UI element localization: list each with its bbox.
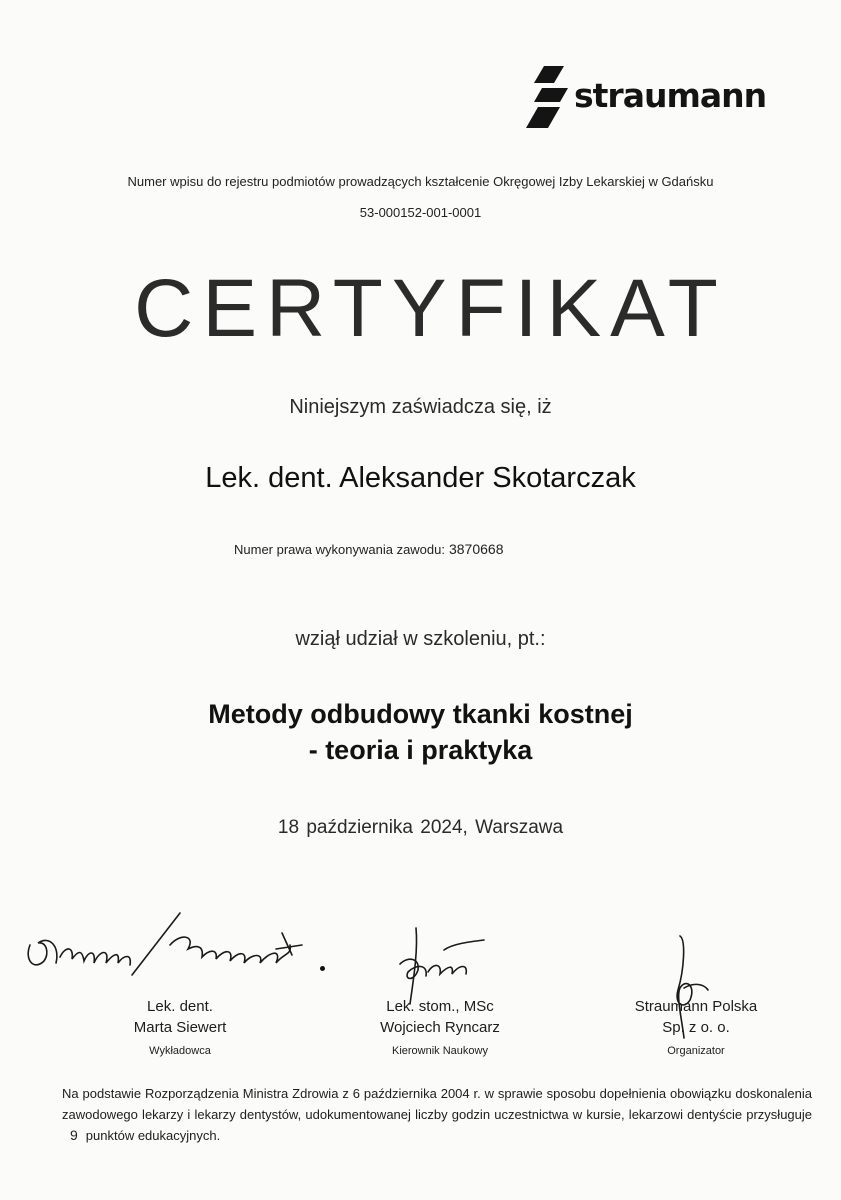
certificate-title: CERTYFIKAT [134, 263, 727, 354]
footer-text-end: punktów edukacyjnych. [85, 1128, 221, 1143]
course-title-line-1: Metody odbudowy tkanki kostnej [208, 699, 633, 729]
license-line [234, 541, 504, 557]
registry-number: 53-000152-001-0001 [359, 205, 482, 220]
signatory-role: Kierownik Naukowy [392, 1045, 488, 1057]
signatory-title: Lek. stom., MSc [386, 998, 494, 1015]
straumann-logo [524, 66, 794, 128]
registry-text: Numer wpisu do rejestru podmiotów prowadzących kształcenie Okręgowej Izby Lekarskiej w Gdańsku [127, 174, 714, 189]
footer-points: 9 [70, 1127, 78, 1143]
signatory-name: Wojciech Ryncarz [380, 1019, 500, 1036]
brand-name: straumann [574, 76, 767, 115]
participation-text: wziął udział w szkoleniu, pt.: [295, 628, 546, 650]
footer-text: Na podstawie Rozporządzenia Ministra Zdrowia z 6 października 2004 r. w sprawie sposobu dopełnienia obowiązku doskonalenia zawodowego lekarzy i lekarzy dentystów, udokumentowanej liczby godzin uczestnictwa w kursie, lekarzowi dentyście przysługuje [62, 1086, 812, 1122]
signatory-scientific-head [350, 996, 530, 1062]
license-number: 3870668 [448, 541, 504, 557]
recipient-name: Lek. dent. Aleksander Skotarczak [205, 462, 636, 494]
intro-text: Niniejszym zaświadcza się, iż [289, 396, 552, 418]
signatory-organizer [606, 996, 786, 1062]
course-title [0, 696, 841, 768]
signatory-role: Wykładowca [149, 1045, 211, 1057]
signature-marta-siewert [20, 905, 305, 985]
straumann-logo-mark [524, 66, 572, 128]
date-place: 18 października 2024, Warszawa [277, 817, 564, 838]
signatory-name: Sp. z o. o. [662, 1019, 730, 1036]
signatory-role: Organizator [667, 1045, 725, 1057]
signatory-lecturer [90, 996, 270, 1062]
license-label: Numer prawa wykonywania zawodu: [234, 542, 445, 557]
signatory-title: Lek. dent. [147, 998, 213, 1015]
legal-footer [62, 1083, 812, 1146]
course-title-line-2: - teoria i praktyka [308, 735, 533, 765]
ink-dot [320, 966, 325, 971]
signatory-title: Straumann Polska [634, 998, 758, 1015]
signatory-name: Marta Siewert [133, 1019, 227, 1036]
